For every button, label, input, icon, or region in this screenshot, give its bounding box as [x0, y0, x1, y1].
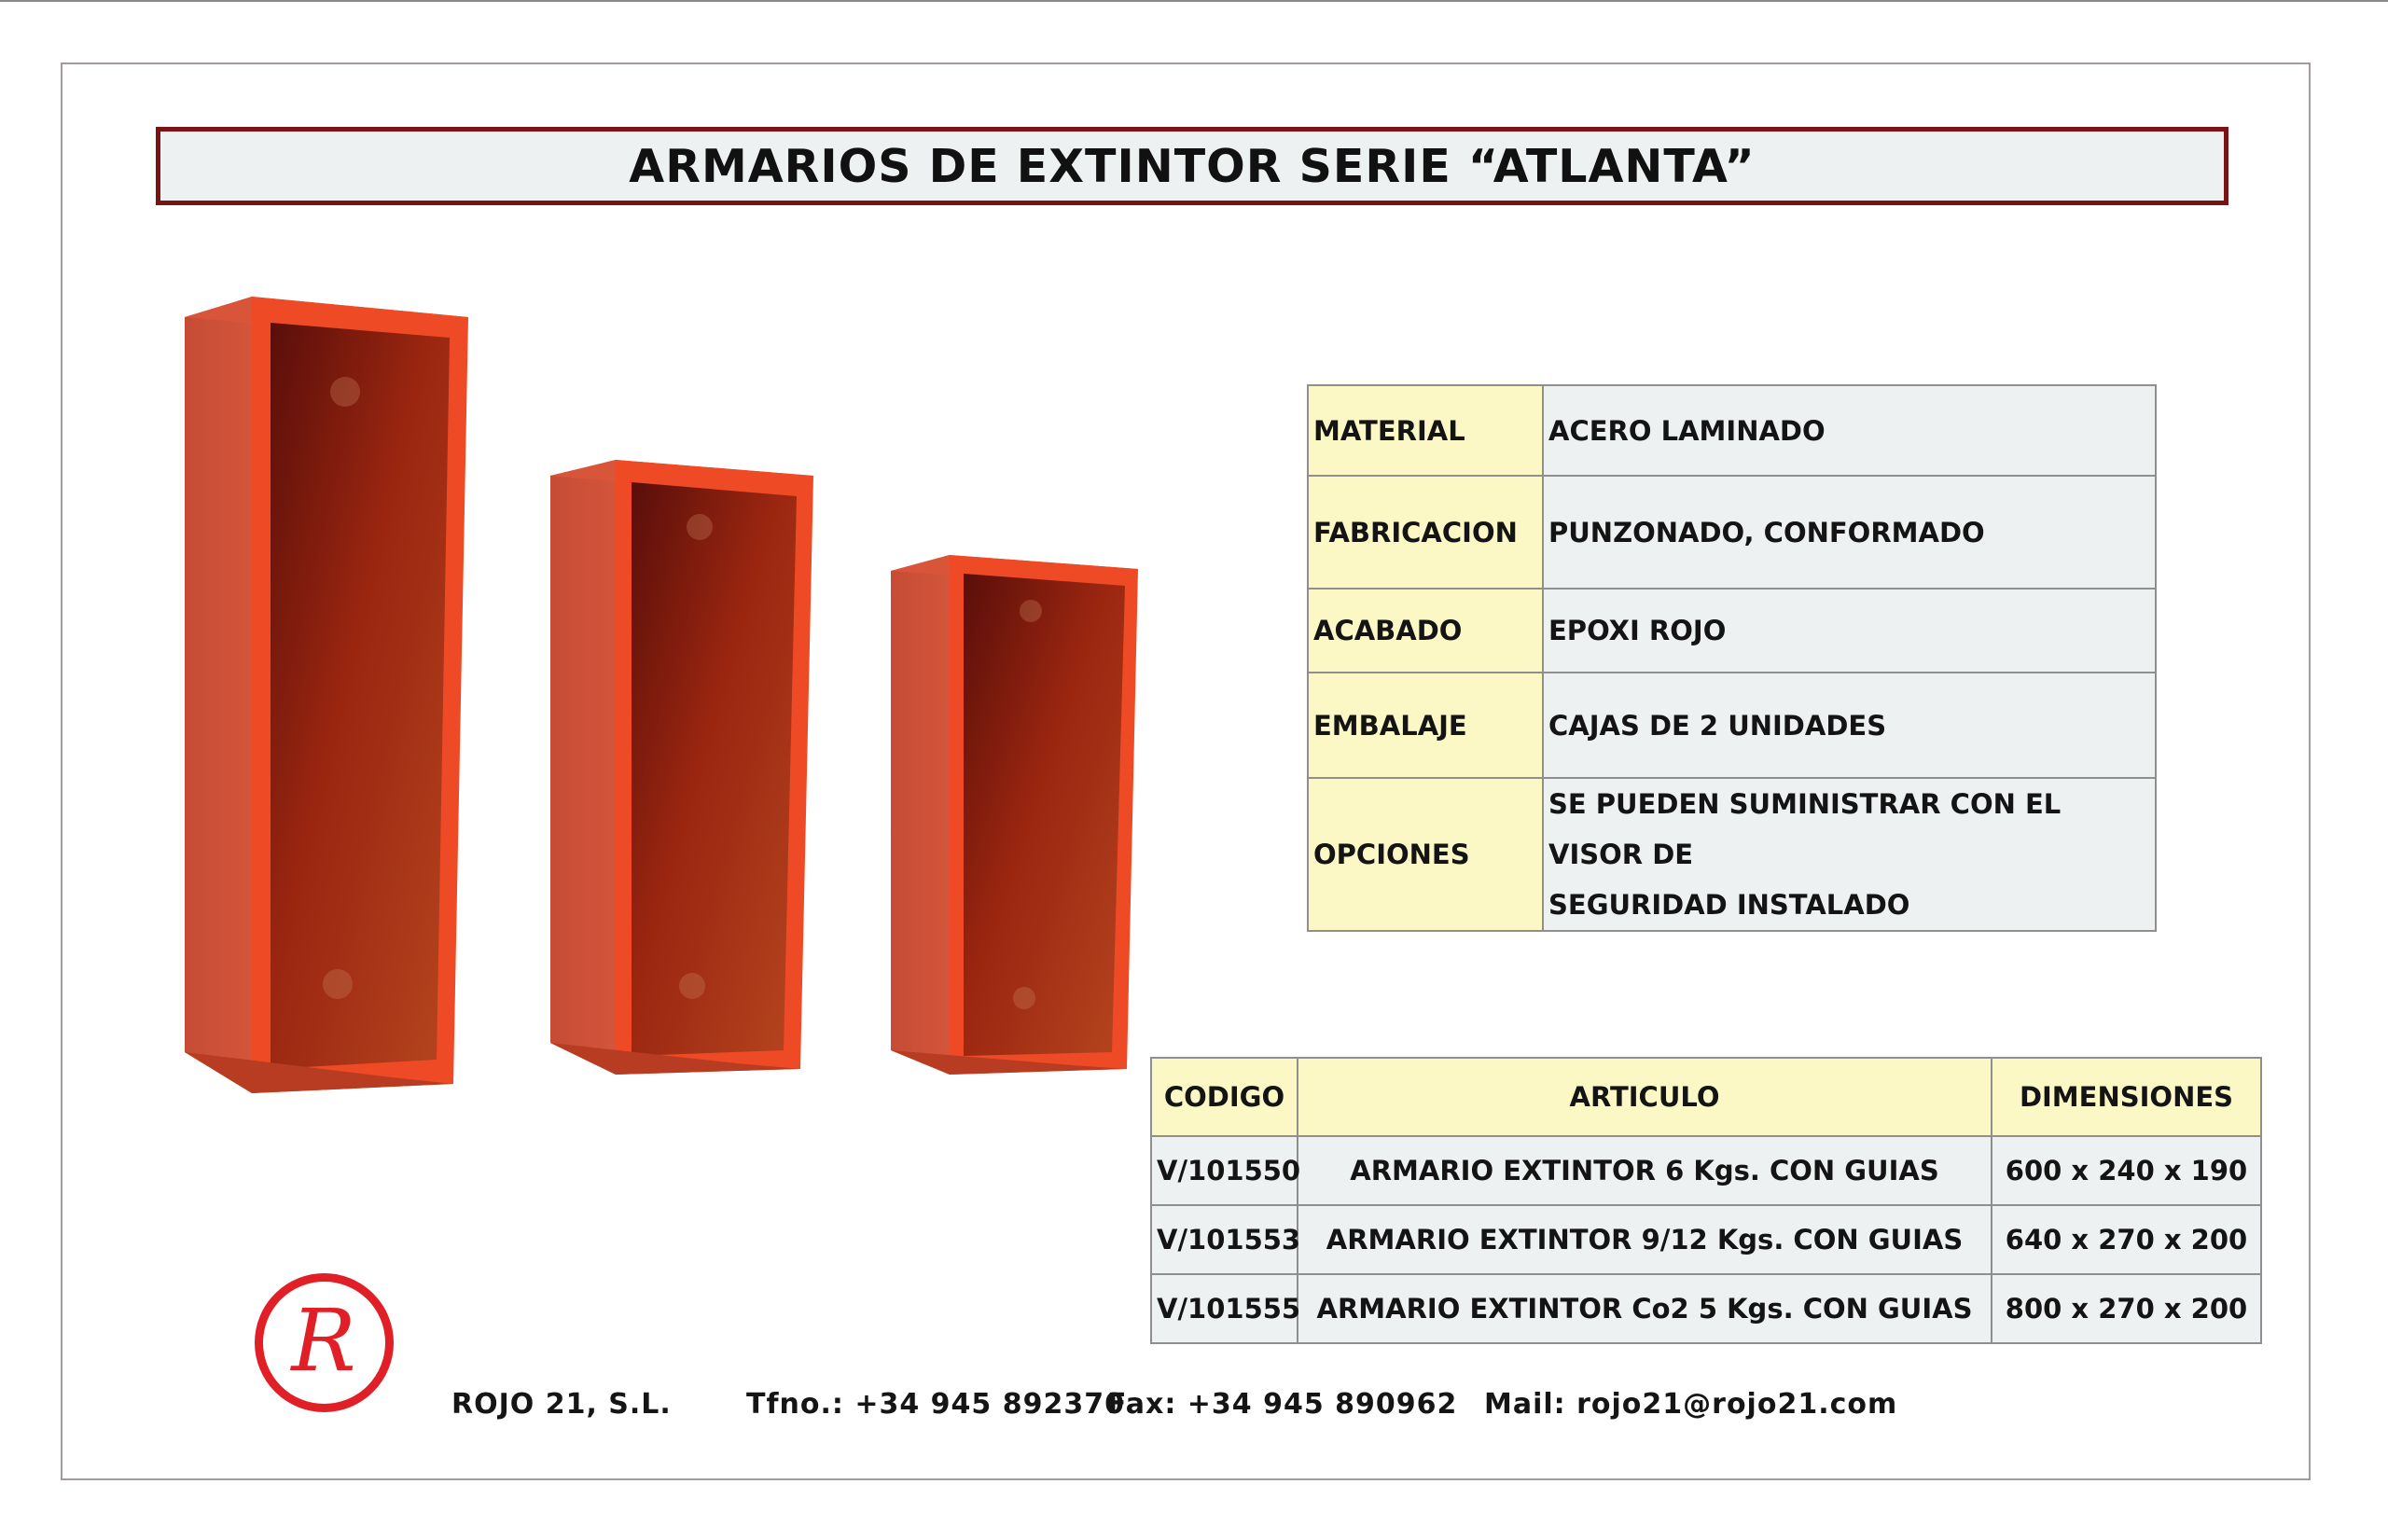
- spec-value-line: SEGURIDAD INSTALADO: [1548, 889, 1910, 921]
- products-header-row: [1151, 1058, 2261, 1136]
- cabinets-illustration: [177, 289, 1157, 1110]
- header-code: CODIGO: [1151, 1058, 1298, 1136]
- spec-value: CAJAS DE 2 UNIDADES: [1543, 673, 2156, 778]
- spec-value-line: SE PUEDEN SUMINISTRAR CON EL VISOR DE: [1548, 788, 2062, 870]
- footer-company: ROJO 21, S.L.: [451, 1388, 672, 1421]
- spec-value: EPOXI ROJO: [1543, 589, 2156, 673]
- footer-fax: Fax: +34 945 890962: [1107, 1388, 1458, 1421]
- table-row: [1151, 1274, 2261, 1343]
- spec-label: MATERIAL: [1308, 385, 1543, 476]
- spec-value: ACERO LAMINADO: [1543, 385, 2156, 476]
- header-article: ARTICULO: [1298, 1058, 1992, 1136]
- header-dimensions: DIMENSIONES: [1992, 1058, 2261, 1136]
- products-table: [1150, 1057, 2262, 1344]
- spec-label: OPCIONES: [1308, 778, 1543, 931]
- logo-letter: R: [291, 1291, 356, 1391]
- spec-row: [1308, 589, 2156, 673]
- product-code: V/101553: [1151, 1205, 1298, 1274]
- product-article: ARMARIO EXTINTOR 6 Kgs. CON GUIAS: [1298, 1136, 1992, 1205]
- table-row: [1151, 1136, 2261, 1205]
- footer-phone: Tfno.: +34 945 892370: [746, 1388, 1125, 1421]
- product-dimensions: 800 x 270 x 200: [1992, 1274, 2261, 1343]
- top-rule: [0, 0, 2388, 2]
- table-row: [1151, 1205, 2261, 1274]
- spec-label: FABRICACION: [1308, 476, 1543, 589]
- spec-row: [1308, 476, 2156, 589]
- spec-row: [1308, 385, 2156, 476]
- product-dimensions: 600 x 240 x 190: [1992, 1136, 2261, 1205]
- spec-label: ACABADO: [1308, 589, 1543, 673]
- company-logo: [252, 1270, 396, 1415]
- product-dimensions: 640 x 270 x 200: [1992, 1205, 2261, 1274]
- cabinet-small: [891, 555, 1138, 1075]
- product-article: ARMARIO EXTINTOR 9/12 Kgs. CON GUIAS: [1298, 1205, 1992, 1274]
- cabinet-large: [185, 297, 468, 1093]
- page-title: ARMARIOS DE EXTINTOR SERIE “ATLANTA”: [629, 139, 1756, 193]
- cabinet-medium: [550, 460, 813, 1075]
- spec-value: PUNZONADO, CONFORMADO: [1543, 476, 2156, 589]
- footer-mail: Mail: rojo21@rojo21.com: [1484, 1388, 1898, 1421]
- product-article: ARMARIO EXTINTOR Co2 5 Kgs. CON GUIAS: [1298, 1274, 1992, 1343]
- spec-row: [1308, 673, 2156, 778]
- product-code: V/101550: [1151, 1136, 1298, 1205]
- specs-table: [1307, 384, 2157, 932]
- spec-label: EMBALAJE: [1308, 673, 1543, 778]
- product-code: V/101555: [1151, 1274, 1298, 1343]
- title-banner: [156, 127, 2228, 205]
- spec-row: [1308, 778, 2156, 931]
- spec-value: [1543, 778, 2156, 931]
